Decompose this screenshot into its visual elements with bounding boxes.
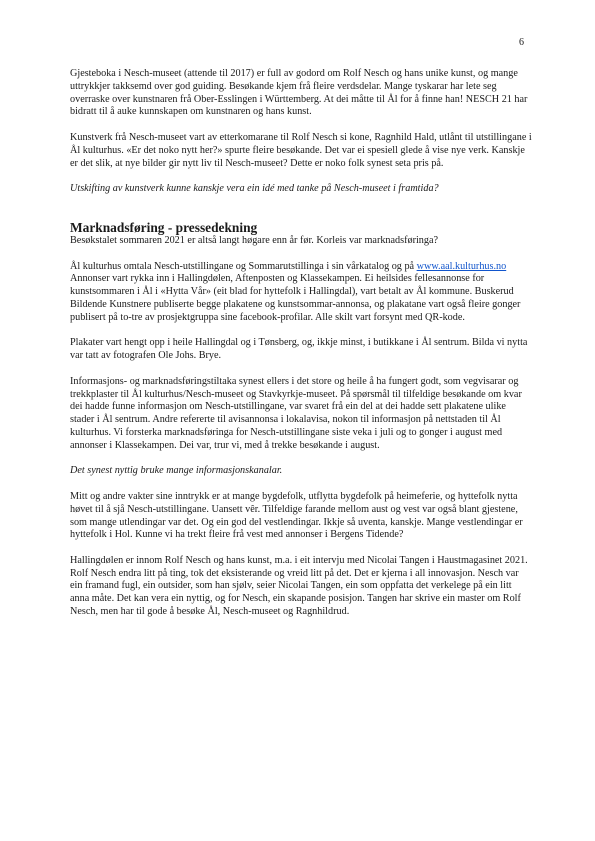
paragraph-kulturhus-start: Ål kulturhus omtala Nesch-utstillingane og Sommarutstillinga i sin vårkatalog og på (70, 260, 417, 272)
paragraph-kulturhus-end: Annonser vart rykka inn i Hallingdølen, Aftenposten og Klassekampen. Ei heilsides fellesannonse for kunstsommaren i Ål i «Hytta Vår» (eit blad for hyttefolk i Hallingdal), vart betalt av Ål kommune. Buskerud Bildende Kunstnere publiserte begge plakatene og kunstsommar-annonsa, og plakatane vart også fleire gonger publisert på to-tre av prosjektgruppa sine facebook-profilar. Alle skilt vart forsynt med QR-kode. (70, 273, 521, 323)
italic-note-channels: Det synest nyttig bruke mange informasjonskanalar. (70, 465, 283, 477)
section-heading-marketing: Marknadsføring - pressedekning (70, 219, 258, 235)
paragraph-guards: Mitt og andre vakter sine inntrykk er at mange bygdefolk, utflytta bygdefolk på heimeferie, og hyttefolk nytta høvet til å sjå Nesch-utstillingane. Uansett vêr. Tilfeldige farande mellom aust og vest var også blant gjestene, som mange utlendingar var det. Og ein god del vestlendingar. Ikkje så uventa, kanskje. Mange vestlendingar er hyttefolk i Hol. Kunne vi ha trekt fleire frå vest med annonser i Bergens Tidende? (70, 490, 523, 541)
italic-note-rotation: Utskifting av kunstverk kunne kanskje vera ein idé med tanke på Nesch-museet i framtida? (70, 183, 439, 195)
page-number: 6 (519, 37, 524, 48)
paragraph-information: Informasjons- og marknadsføringstiltaka synest ellers i det store og heile å ha fungert godt, som vegvisarar og trekkplaster til Ål kulturhus/Nesch-museet og Stavkyrkje-museet. På spørsmål til tilfeldige besøkande om kvar dei hadde funne informasjon om Nesch-utstillingane, var svaret frå ein del at dei hadde sett plakatene ulike stader i Ål sentrum. Andre refererte til avisannonsa i lokalavisa, nokon til informasjon på nettstaden til Ål kulturhus. Vi forsterka marknadsføringa for Nesch-utstillingane siste veka i juli og to gonger i august med annonser i Klassekampen. Dei var, trur vi, med å trekke besøkande i august. (70, 375, 522, 451)
paragraph-guestbook: Gjesteboka i Nesch-museet (attende til 2017) er full av godord om Rolf Nesch og hans unike kunst, og mange uttrykkjer takksemd over god guiding. Besøkande kjem frå fleire verdsdelar. Mange tyskarar har lete seg overraske over kunstnaren frå Ober-Esslingen i Württemberg. At dei måtte til Ål for å finne han! NESCH 21 har bidratt til å auke kunnskapen om kunstnaren og hans kunst. (70, 68, 528, 118)
paragraph-kulturhus (70, 261, 532, 325)
paragraph-hallingdolen: Hallingdølen er innom Rolf Nesch og hans kunst, m.a. i eit intervju med Nicolai Tangen i Haustmagasinet 2021. Rolf Nesch endra litt på ting, tok det eksisterande og vreid litt på det. Det er kjerna i all innovasjon. Nesch var ein framand fugl, ein outsider, som han sjølv, seier Nicolai Tangen, ein som oppfatta det verkelege på ein litt anna måte. Det kan vera ein nyttig, og for Nesch, ein skapande posisjon. Tangen har skrive ein master om Rolf Nesch, men har til gode å besøke Ål, Nesch-museet og Ragnhildrud. (70, 554, 528, 618)
paragraph-artworks: Kunstverk frå Nesch-museet vart av etterkomarane til Rolf Nesch si kone, Ragnhild Hald, utlånt til utstillingane i Ål kulturhus. «Er det noko nytt her?» spurte fleire besøkande. Det var ei spesiell glede å vise nye verk. Kanskje er det slik, at nye bilder gir nytt liv til Nesch-museet? Dette er noko folk synest seta pris på. (70, 131, 532, 169)
paragraph-posters: Plakater vart hengt opp i heile Hallingdal og i Tønsberg, og, ikkje minst, i butikkane i Ål sentrum. Bilda vi nytta var tatt av fotografen Ole Johs. Brye. (70, 337, 528, 362)
paragraph-intro: Besøkstalet sommaren 2021 er altså langt høgare enn år før. Korleis var marknadsføringa? (70, 234, 439, 246)
page-content (70, 68, 532, 632)
kulturhus-website-link[interactable]: www.aal.kulturhus.no (416, 260, 507, 272)
